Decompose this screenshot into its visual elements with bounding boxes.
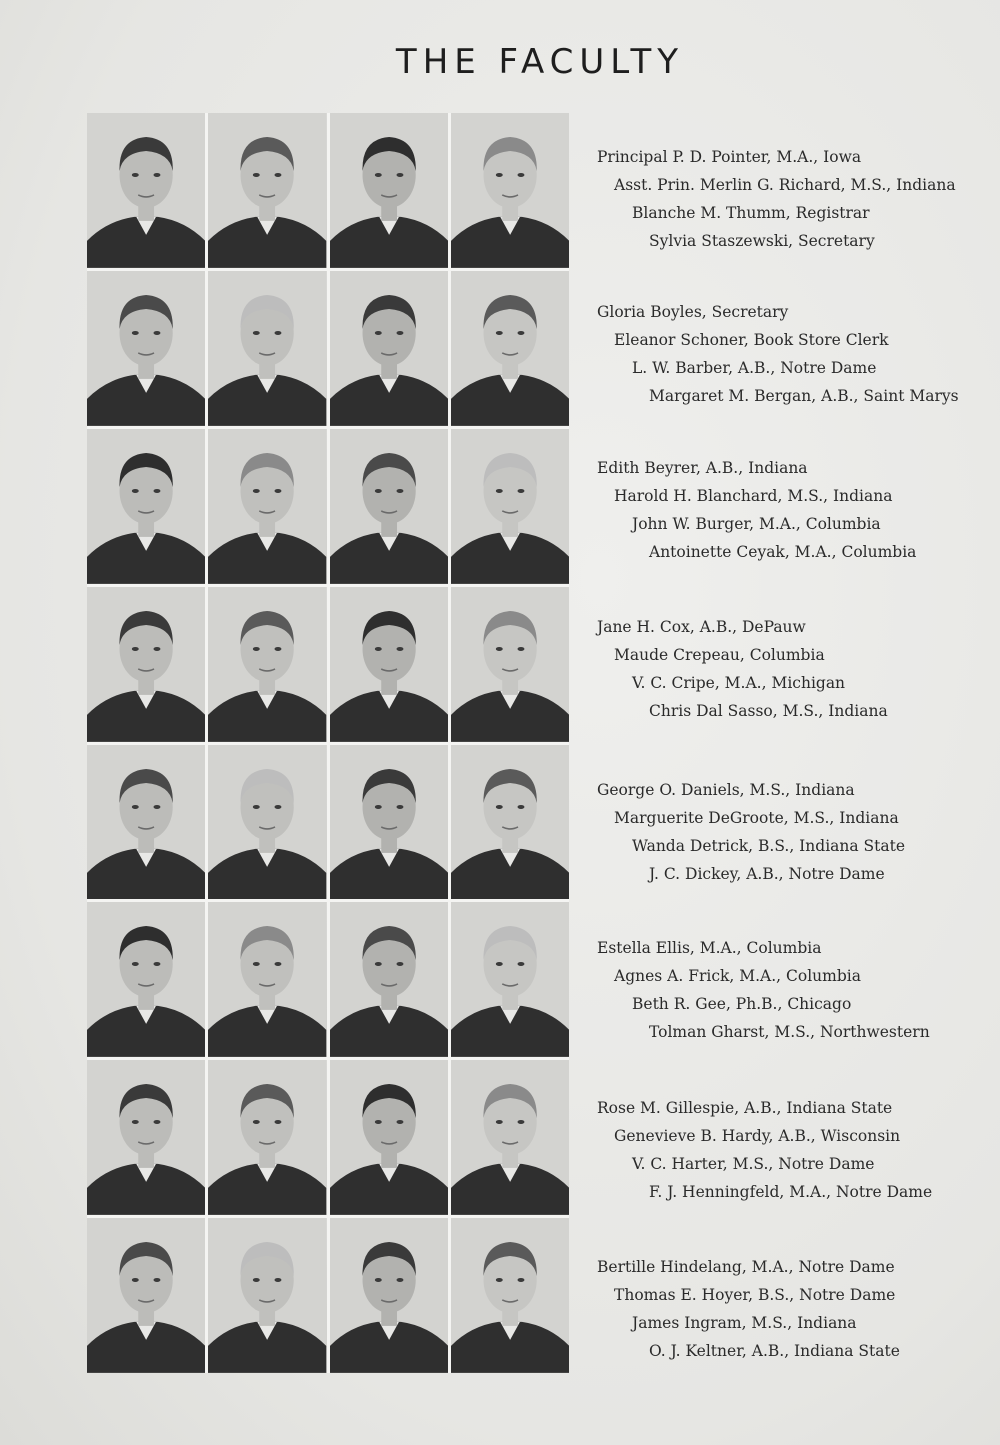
- faculty-portrait: [451, 429, 569, 584]
- faculty-portrait: [451, 902, 569, 1057]
- faculty-name-line: V. C. Harter, M.S., Notre Dame: [632, 1155, 875, 1173]
- faculty-group-5: [597, 776, 997, 888]
- faculty-group-8: [597, 1253, 997, 1365]
- faculty-portrait: [330, 902, 448, 1057]
- faculty-name-line: Wanda Detrick, B.S., Indiana State: [632, 837, 906, 855]
- faculty-name-line: George O. Daniels, M.S., Indiana: [597, 781, 855, 799]
- faculty-portrait: [208, 1218, 326, 1373]
- faculty-portrait: [208, 587, 326, 742]
- faculty-name-line: Beth R. Gee, Ph.B., Chicago: [632, 995, 852, 1013]
- faculty-name-line: Chris Dal Sasso, M.S., Indiana: [649, 702, 888, 720]
- faculty-portrait: [451, 745, 569, 900]
- faculty-name-line: Sylvia Staszewski, Secretary: [649, 232, 875, 250]
- faculty-portrait: [330, 271, 448, 426]
- faculty-name-line: Marguerite DeGroote, M.S., Indiana: [614, 809, 899, 827]
- faculty-group-2: [597, 298, 997, 410]
- faculty-name-line: Eleanor Schoner, Book Store Clerk: [614, 331, 889, 349]
- faculty-name-line: Harold H. Blanchard, M.S., Indiana: [614, 487, 893, 505]
- faculty-name-line: Gloria Boyles, Secretary: [597, 303, 789, 321]
- faculty-group-6: [597, 934, 997, 1046]
- faculty-name-line: Maude Crepeau, Columbia: [614, 646, 825, 664]
- faculty-name-line: Edith Beyrer, A.B., Indiana: [597, 459, 808, 477]
- faculty-group-3: [597, 454, 997, 566]
- faculty-portrait: [87, 271, 205, 426]
- faculty-portrait: [208, 429, 326, 584]
- faculty-photo-grid: [87, 113, 569, 1373]
- faculty-group-4: [597, 613, 997, 725]
- faculty-portrait: [208, 113, 326, 268]
- faculty-portrait: [451, 587, 569, 742]
- faculty-name-line: J. C. Dickey, A.B., Notre Dame: [649, 865, 885, 883]
- page-title: THE FACULTY: [395, 42, 685, 82]
- faculty-name-line: Estella Ellis, M.A., Columbia: [597, 939, 822, 957]
- faculty-name-line: James Ingram, M.S., Indiana: [632, 1314, 857, 1332]
- faculty-name-line: Antoinette Ceyak, M.A., Columbia: [649, 543, 917, 561]
- faculty-name-line: Jane H. Cox, A.B., DePauw: [597, 618, 806, 636]
- faculty-portrait: [87, 587, 205, 742]
- faculty-portrait: [451, 1060, 569, 1215]
- faculty-group-1: [597, 143, 997, 255]
- faculty-portrait: [87, 429, 205, 584]
- faculty-portrait: [330, 587, 448, 742]
- faculty-name-line: John W. Burger, M.A., Columbia: [632, 515, 881, 533]
- faculty-group-7: [597, 1094, 997, 1206]
- faculty-name-line: Blanche M. Thumm, Registrar: [632, 204, 870, 222]
- faculty-portrait: [330, 745, 448, 900]
- faculty-portrait: [451, 271, 569, 426]
- faculty-name-line: Agnes A. Frick, M.A., Columbia: [614, 967, 861, 985]
- faculty-name-line: O. J. Keltner, A.B., Indiana State: [649, 1342, 900, 1360]
- faculty-portrait: [208, 745, 326, 900]
- faculty-portrait: [87, 745, 205, 900]
- faculty-portrait: [451, 113, 569, 268]
- faculty-portrait: [208, 1060, 326, 1215]
- faculty-portrait: [87, 1218, 205, 1373]
- faculty-name-line: Bertille Hindelang, M.A., Notre Dame: [597, 1258, 895, 1276]
- faculty-portrait: [451, 1218, 569, 1373]
- faculty-name-line: Asst. Prin. Merlin G. Richard, M.S., Indiana: [614, 176, 956, 194]
- faculty-portrait: [330, 429, 448, 584]
- faculty-name-line: V. C. Cripe, M.A., Michigan: [632, 674, 846, 692]
- faculty-portrait: [87, 1060, 205, 1215]
- faculty-portrait: [330, 1218, 448, 1373]
- faculty-name-line: F. J. Henningfeld, M.A., Notre Dame: [649, 1183, 933, 1201]
- faculty-name-line: Genevieve B. Hardy, A.B., Wisconsin: [614, 1127, 901, 1145]
- faculty-portrait: [87, 113, 205, 268]
- faculty-portrait: [87, 902, 205, 1057]
- faculty-portrait: [330, 1060, 448, 1215]
- faculty-portrait: [208, 271, 326, 426]
- faculty-name-line: Rose M. Gillespie, A.B., Indiana State: [597, 1099, 893, 1117]
- faculty-name-line: Principal P. D. Pointer, M.A., Iowa: [597, 148, 862, 166]
- faculty-name-line: Margaret M. Bergan, A.B., Saint Marys: [649, 387, 959, 405]
- faculty-name-line: L. W. Barber, A.B., Notre Dame: [632, 359, 877, 377]
- faculty-name-line: Thomas E. Hoyer, B.S., Notre Dame: [614, 1286, 896, 1304]
- faculty-name-line: Tolman Gharst, M.S., Northwestern: [649, 1023, 930, 1041]
- faculty-portrait: [330, 113, 448, 268]
- faculty-portrait: [208, 902, 326, 1057]
